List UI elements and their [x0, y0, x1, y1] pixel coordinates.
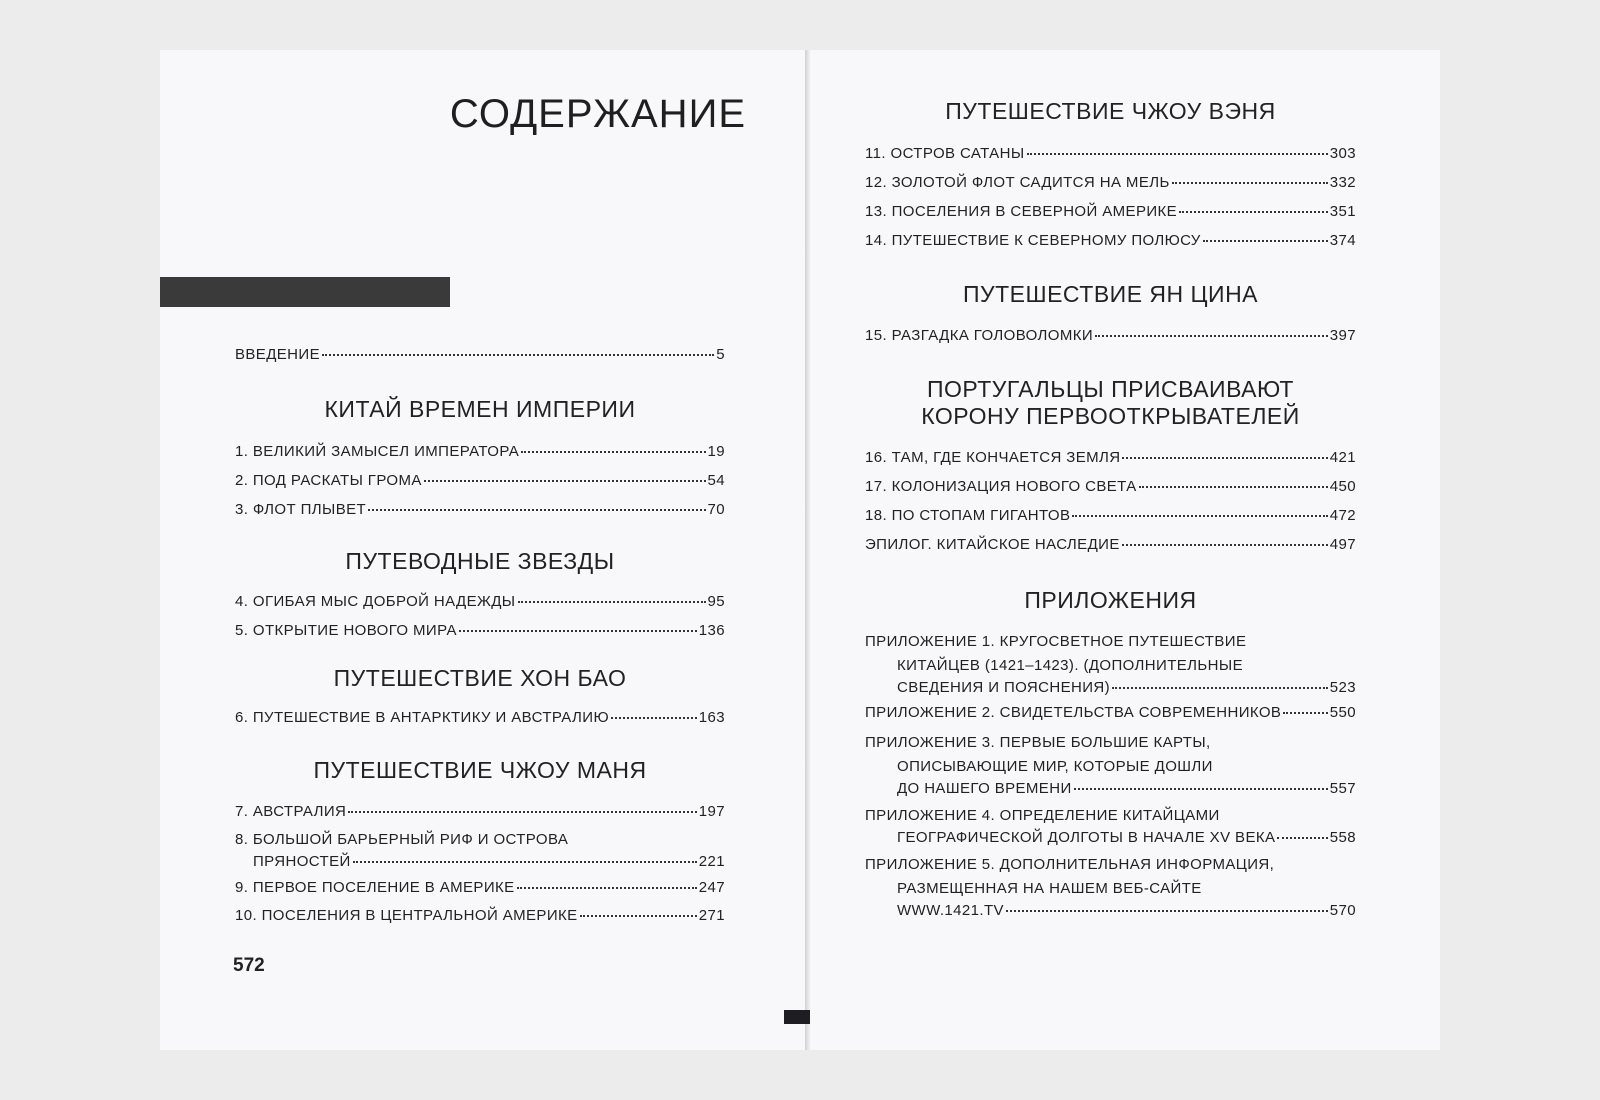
section-title: ПРИЛОЖЕНИЯ: [1024, 587, 1197, 613]
toc-entry[interactable]: 2. ПОД РАСКАТЫ ГРОМА 54: [235, 472, 725, 489]
toc-entry[interactable]: 15. РАЗГАДКА ГОЛОВОЛОМКИ 397: [865, 327, 1356, 344]
toc-section-entries: [865, 144, 1356, 251]
toc-entry[interactable]: 5. ОТКРЫТИЕ НОВОГО МИРА 136: [235, 622, 725, 639]
left-page: [160, 50, 805, 1050]
right-page: [810, 50, 1440, 1050]
section-title: КИТАЙ ВРЕМЕН ИМПЕРИИ: [324, 396, 636, 422]
toc-entry[interactable]: 6. ПУТЕШЕСТВИЕ В АНТАРКТИКУ И АВСТРАЛИЮ 163: [235, 709, 725, 726]
section-title: ПОРТУГАЛЬЦЫ ПРИСВАИВАЮТ КОРОНУ ПЕРВООТКРЫВАТЕЛЕЙ: [921, 376, 1300, 429]
book-spread: [160, 50, 1440, 1050]
toc-section-entries: [235, 708, 725, 728]
section-title: ПУТЕШЕСТВИЕ ЧЖОУ МАНЯ: [313, 757, 647, 783]
toc-entry[interactable]: 13. ПОСЕЛЕНИЯ В СЕВЕРНОЙ АМЕРИКЕ 351: [865, 203, 1356, 220]
toc-entry[interactable]: ЭПИЛОГ. КИТАЙСКОЕ НАСЛЕДИЕ 497: [865, 536, 1356, 553]
toc-entry[interactable]: 12. ЗОЛОТОЙ ФЛОТ САДИТСЯ НА МЕЛЬ 332: [865, 174, 1356, 191]
toc-section-entries: [865, 326, 1356, 346]
section-title: ПУТЕШЕСТВИЕ ЯН ЦИНА: [962, 281, 1259, 307]
decorative-bar: [160, 277, 450, 307]
toc-intro: [235, 345, 725, 365]
toc-entry[interactable]: 17. КОЛОНИЗАЦИЯ НОВОГО СВЕТА 450: [865, 478, 1356, 495]
toc-entry[interactable]: 8. БОЛЬШОЙ БАРЬЕРНЫЙ РИФ И ОСТРОВА ПРЯНОСТЕЙ 221: [235, 831, 725, 870]
toc-entry[interactable]: ПРИЛОЖЕНИЕ 5. ДОПОЛНИТЕЛЬНАЯ ИНФОРМАЦИЯ, РАЗМЕЩЕННАЯ НА НАШЕМ ВЕБ-САЙТЕ WWW.1421.TV 570: [865, 856, 1356, 919]
section-title: ПУТЕВОДНЫЕ ЗВЕЗДЫ: [345, 548, 615, 574]
toc-entry[interactable]: 3. ФЛОТ ПЛЫВЕТ 70: [235, 501, 725, 518]
section-title: ПУТЕШЕСТВИЕ ЧЖОУ ВЭНЯ: [945, 98, 1276, 124]
toc-entry[interactable]: 10. ПОСЕЛЕНИЯ В ЦЕНТРАЛЬНОЙ АМЕРИКЕ 271: [235, 907, 725, 924]
section-title: ПУТЕШЕСТВИЕ ХОН БАО: [333, 665, 627, 691]
toc-entry[interactable]: 11. ОСТРОВ САТАНЫ 303: [865, 145, 1356, 162]
toc-entry[interactable]: 1. ВЕЛИКИЙ ЗАМЫСЕЛ ИМПЕРАТОРА 19: [235, 443, 725, 460]
toc-entry[interactable]: 7. АВСТРАЛИЯ 197: [235, 803, 725, 820]
toc-entry[interactable]: 14. ПУТЕШЕСТВИЕ К СЕВЕРНОМУ ПОЛЮСУ 374: [865, 232, 1356, 249]
toc-entry[interactable]: ВВЕДЕНИЕ 5: [235, 346, 725, 363]
toc-entry[interactable]: ПРИЛОЖЕНИЕ 4. ОПРЕДЕЛЕНИЕ КИТАЙЦАМИ ГЕОГРАФИЧЕСКОЙ ДОЛГОТЫ В НАЧАЛЕ XV ВЕКА 558: [865, 807, 1356, 846]
contents-title: СОДЕРЖАНИЕ: [449, 92, 746, 136]
toc-entry[interactable]: ПРИЛОЖЕНИЕ 1. КРУГОСВЕТНОЕ ПУТЕШЕСТВИЕ КИТАЙЦЕВ (1421–1423). (ДОПОЛНИТЕЛЬНЫЕ СВЕДЕНИЯ И ПОЯСНЕНИЯ) 523: [865, 633, 1356, 696]
toc-entry[interactable]: ПРИЛОЖЕНИЕ 3. ПЕРВЫЕ БОЛЬШИЕ КАРТЫ, ОПИСЫВАЮЩИЕ МИР, КОТОРЫЕ ДОШЛИ ДО НАШЕГО ВРЕМЕНИ 557: [865, 734, 1356, 797]
toc-section-entries: [865, 448, 1356, 555]
toc-entry[interactable]: ПРИЛОЖЕНИЕ 2. СВИДЕТЕЛЬСТВА СОВРЕМЕННИКОВ 550: [865, 704, 1356, 721]
toc-entry[interactable]: 9. ПЕРВОЕ ПОСЕЛЕНИЕ В АМЕРИКЕ 247: [235, 879, 725, 896]
toc-section-entries: [865, 630, 1356, 921]
toc-section-entries: [235, 592, 725, 641]
toc-entry[interactable]: 16. ТАМ, ГДЕ КОНЧАЕТСЯ ЗЕМЛЯ 421: [865, 449, 1356, 466]
toc-section-entries: [235, 442, 725, 520]
toc-section-entries: [235, 802, 725, 926]
page-number: 572: [233, 955, 265, 976]
toc-entry[interactable]: 4. ОГИБАЯ МЫС ДОБРОЙ НАДЕЖДЫ 95: [235, 593, 725, 610]
toc-entry[interactable]: 18. ПО СТОПАМ ГИГАНТОВ 472: [865, 507, 1356, 524]
